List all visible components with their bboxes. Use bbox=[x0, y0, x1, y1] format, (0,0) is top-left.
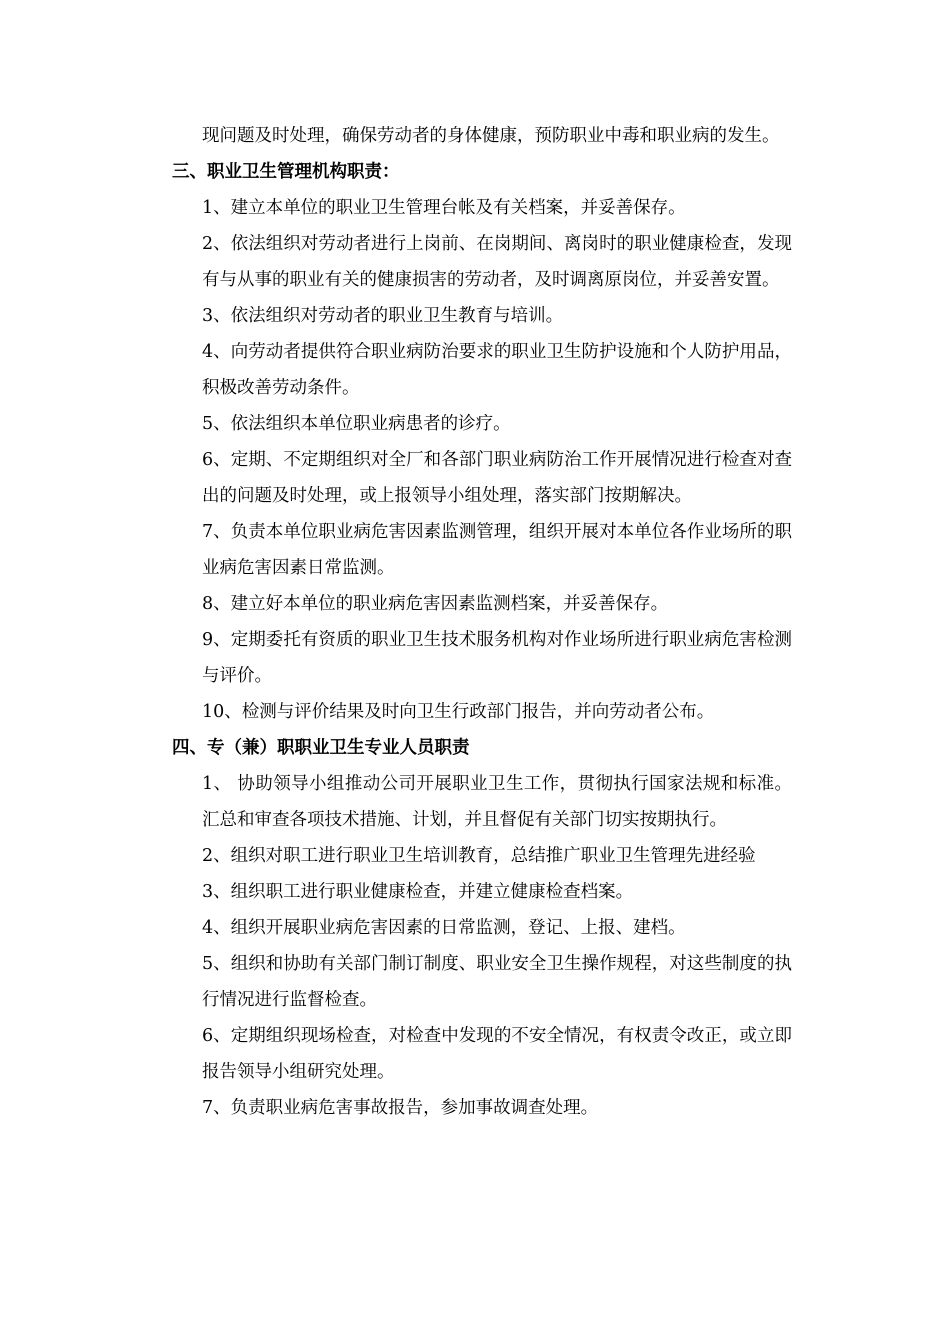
section-4-item: 5、组织和协助有关部门制订制度、职业安全卫生操作规程，对这些制度的执行情况进行监督检查。 bbox=[202, 954, 792, 1010]
section-4-item: 4、组织开展职业病危害因素的日常监测，登记、上报、建档。 bbox=[202, 918, 686, 938]
document-body bbox=[172, 118, 792, 1126]
section-3-item: 2、依法组织对劳动者进行上岗前、在岗期间、离岗时的职业健康检查，发现有与从事的职业有关的健康损害的劳动者，及时调离原岗位，并妥善安置。 bbox=[202, 234, 792, 290]
section-3-heading: 三、职业卫生管理机构职责： bbox=[172, 162, 400, 182]
section-3-item: 1、建立本单位的职业卫生管理台帐及有关档案，并妥善保存。 bbox=[202, 198, 686, 218]
section-4-item: 6、定期组织现场检查，对检查中发现的不安全情况，有权责令改正，或立即报告领导小组研究处理。 bbox=[202, 1026, 792, 1082]
section-3-item: 7、负责本单位职业病危害因素监测管理，组织开展对本单位各作业场所的职业病危害因素日常监测。 bbox=[202, 522, 792, 578]
section-3-item: 3、依法组织对劳动者的职业卫生教育与培训。 bbox=[202, 306, 564, 326]
section-4-item: 1、 协助领导小组推动公司开展职业卫生工作，贯彻执行国家法规和标准。汇总和审查各项技术措施、计划，并且督促有关部门切实按期执行。 bbox=[202, 774, 792, 830]
section-4-heading: 四、专（兼）职职业卫生专业人员职责 bbox=[172, 738, 470, 758]
section-3-item: 8、建立好本单位的职业病危害因素监测档案，并妥善保存。 bbox=[202, 594, 669, 614]
section-4-item: 2、组织对职工进行职业卫生培训教育，总结推广职业卫生管理先进经验 bbox=[202, 846, 756, 866]
section-3-item: 9、定期委托有资质的职业卫生技术服务机构对作业场所进行职业病危害检测与评价。 bbox=[202, 630, 792, 686]
section-3-item: 5、依法组织本单位职业病患者的诊疗。 bbox=[202, 414, 511, 434]
continuation-paragraph: 现问题及时处理，确保劳动者的身体健康，预防职业中毒和职业病的发生。 bbox=[202, 126, 780, 146]
section-3-item: 4、向劳动者提供符合职业病防治要求的职业卫生防护设施和个人防护用品，积极改善劳动条件。 bbox=[202, 342, 792, 398]
section-4-item: 7、负责职业病危害事故报告，参加事故调查处理。 bbox=[202, 1098, 599, 1118]
section-4-item: 3、组织职工进行职业健康检查，并建立健康检查档案。 bbox=[202, 882, 634, 902]
section-3-item: 10、检测与评价结果及时向卫生行政部门报告，并向劳动者公布。 bbox=[202, 702, 715, 722]
section-3-item: 6、定期、不定期组织对全厂和各部门职业病防治工作开展情况进行检查对查出的问题及时处理，或上报领导小组处理，落实部门按期解决。 bbox=[202, 450, 792, 506]
